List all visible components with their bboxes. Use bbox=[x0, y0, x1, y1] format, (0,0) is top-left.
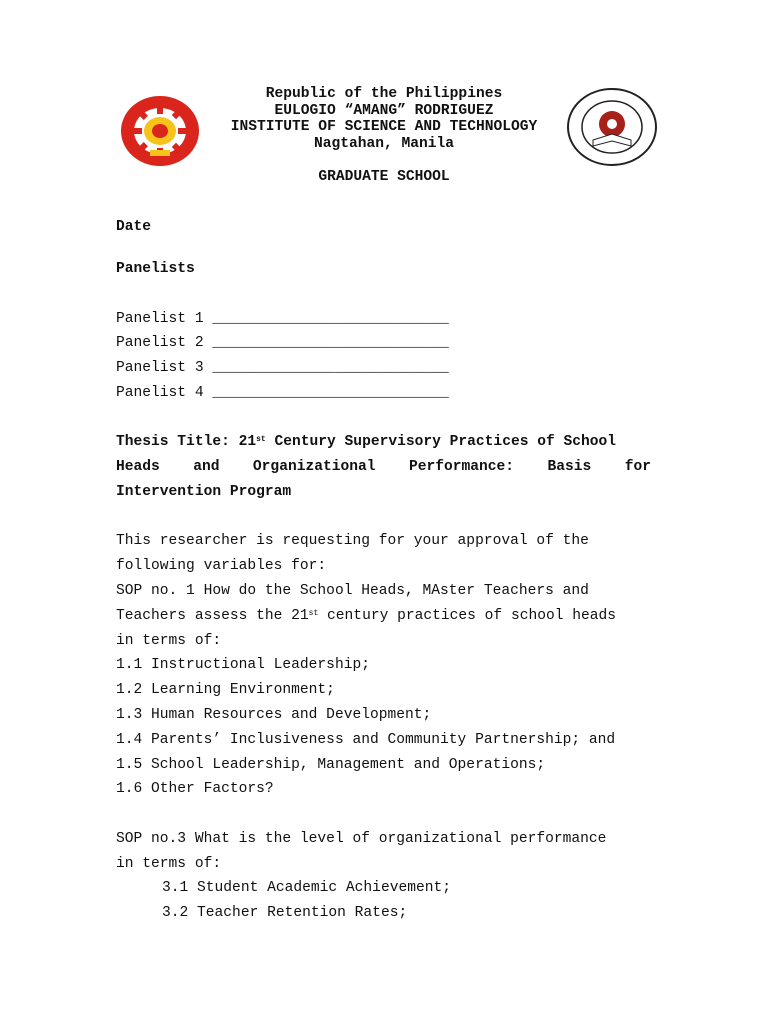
sop1-line-2-post: century practices of school heads bbox=[318, 608, 617, 624]
thesis-title-line-3: Intervention Program bbox=[116, 484, 292, 500]
sop1-item-5: 1.5 School Leadership, Management and Operations; bbox=[116, 757, 546, 773]
thesis-word: for bbox=[624, 459, 651, 475]
sop3-item-1: 3.1 Student Academic Achievement; bbox=[162, 880, 452, 896]
header-institution-type: INSTITUTE OF SCIENCE AND TECHNOLOGY bbox=[230, 119, 538, 135]
panelists-label: Panelists bbox=[116, 261, 195, 277]
thesis-title-sup: st bbox=[256, 435, 266, 444]
thesis-word: Basis bbox=[547, 459, 592, 475]
sop1-line-2-sup: st bbox=[308, 609, 319, 618]
thesis-word: and bbox=[193, 459, 220, 475]
sop1-item-3: 1.3 Human Resources and Development; bbox=[116, 707, 432, 723]
sop3-item-2: 3.2 Teacher Retention Rates; bbox=[162, 905, 408, 921]
header-location: Nagtahan, Manila bbox=[313, 136, 455, 152]
date-label: Date bbox=[116, 219, 152, 235]
header-republic: Republic of the Philippines bbox=[265, 86, 503, 102]
sop3-line-2: in terms of: bbox=[116, 856, 222, 872]
sop1-line-1: SOP no. 1 How do the School Heads, MAster Teachers and bbox=[116, 583, 589, 599]
sop1-item-6: 1.6 Other Factors? bbox=[116, 781, 274, 797]
header-institution-name: EULOGIO “AMANG” RODRIGUEZ bbox=[274, 103, 494, 119]
thesis-title-line-1 bbox=[116, 432, 651, 452]
panelist-line-4: Panelist 4 ___________________________ bbox=[116, 385, 449, 401]
sop1-line-2-pre: Teachers assess the 21 bbox=[116, 608, 309, 624]
thesis-word: Performance: bbox=[408, 459, 515, 475]
thesis-title-rest: Century Supervisory Practices of School bbox=[265, 434, 617, 450]
thesis-word: Organizational bbox=[252, 459, 376, 475]
sop3-line-1: SOP no.3 What is the level of organizational performance bbox=[116, 831, 607, 847]
panelist-line-3: Panelist 3 ___________________________ bbox=[116, 360, 449, 376]
panelist-line-1: Panelist 1 ___________________________ bbox=[116, 311, 449, 327]
sop1-line-3: in terms of: bbox=[116, 633, 222, 649]
sop1-item-4: 1.4 Parents’ Inclusiveness and Community Partnership; and bbox=[116, 732, 616, 748]
sop1-line-2 bbox=[116, 606, 616, 626]
thesis-title-prefix: Thesis Title: 21 bbox=[116, 434, 257, 450]
header-graduate-school: GRADUATE SCHOOL bbox=[318, 169, 450, 185]
sop1-item-1: 1.1 Instructional Leadership; bbox=[116, 657, 370, 673]
sop1-item-2: 1.2 Learning Environment; bbox=[116, 682, 335, 698]
request-line-2: following variables for: bbox=[116, 558, 327, 574]
thesis-title-line-2 bbox=[116, 457, 651, 477]
panelist-line-2: Panelist 2 ___________________________ bbox=[116, 335, 449, 351]
request-line-1: This researcher is requesting for your approval of the bbox=[116, 533, 589, 549]
thesis-word: Heads bbox=[116, 459, 160, 475]
